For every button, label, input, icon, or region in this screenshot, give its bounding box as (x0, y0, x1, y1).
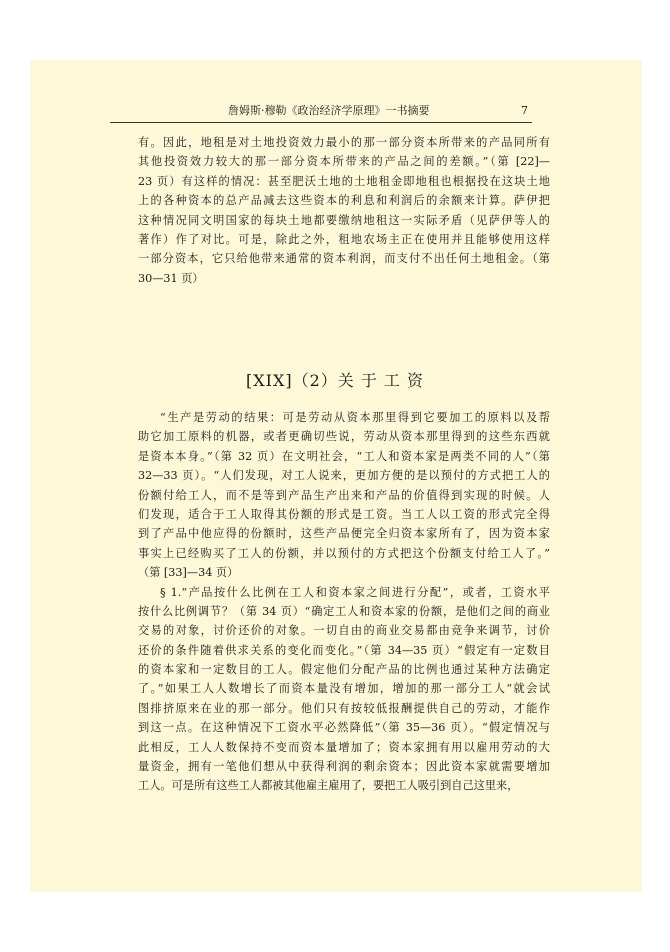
text-line: 到这一点。在这种情况下工资水平必然降低”（第 35—36 页）。“假定情况与 (138, 721, 550, 735)
text-line: 是资本本身。”（第 32 页）在文明社会，“工人和资本家是两类不同的人”（第 (138, 449, 550, 463)
text-line: 其他投资效力较大的那一部分资本所带来的产品之间的差额。”（第 [22]— (138, 155, 550, 169)
paragraph-wages (138, 408, 550, 796)
text-line: 量资金，拥有一笔他们想从中获得利润的剩余资本；因此资本家就需要增加 (138, 760, 550, 774)
text-line: 事实上已经购买了工人的份额，并以预付的方式把这个份额支付给工人了。” (138, 546, 550, 560)
text-line: 32—33 页）。“人们发现，对工人说来，更加方便的是以预付的方式把工人的 (138, 469, 550, 483)
text-line: （第 [33]—34 页） (138, 566, 239, 580)
text-line: § 1.“产品按什么比例在工人和资本家之间进行分配”，或者，工资水平 (160, 585, 550, 599)
text-line: 有。因此，地租是对土地投资效力最小的那一部分资本所带来的产品同所有 (138, 136, 550, 149)
running-title: 詹姆斯·穆勒《政治经济学原理》一书摘要 (228, 104, 430, 117)
text-line: 们发现，适合于工人取得其份额的形式是工资。当工人以工资的形式完全得 (138, 507, 550, 521)
page-number: 7 (521, 104, 528, 117)
text-line: 份额付给工人，而不是等到产品生产出来和产品的价值得到实现的时候。人 (138, 488, 550, 502)
section-heading: [XIX]（2）关 于 工 资 (245, 371, 425, 390)
text-line: “生产是劳动的结果：可是劳动从资本那里得到它要加工的原料以及帮 (160, 411, 550, 424)
text-line: 交易的对象，讨价还价的对象。一切自由的商业交易都由竞争来调节，讨价 (138, 624, 550, 638)
text-line: 著作）作了对比。可是，除此之外，租地农场主正在使用并且能够使用这样 (138, 232, 550, 246)
text-line: 到了产品中他应得的份额时，这些产品便完全归资本家所有了，因为资本家 (138, 527, 550, 541)
paragraph-rent (138, 133, 550, 288)
text-line: 此相反，工人人数保持不变而资本量增加了；资本家拥有用以雇用劳动的大 (138, 740, 550, 754)
text-line: 按什么比例调节？（第 34 页）“确定工人和资本家的份额，是他们之间的商业 (138, 604, 550, 618)
text-line: 23 页）有这样的情况：甚至肥沃土地的土地租金即地租也根据投在这块土地 (138, 174, 550, 188)
text-line: 工人。可是所有这些工人都被其他雇主雇用了，要把工人吸引到自己这里来， (138, 779, 519, 793)
text-line: 这种情况同文明国家的每块土地都要缴纳地租这一实际矛盾（见萨伊等人的 (138, 213, 550, 227)
text-line: 上的各种资本的总产品减去这些资本的利息和利润后的余额来计算。萨伊把 (138, 194, 550, 208)
text-line: 还价的条件随着供求关系的变化而变化。”（第 34—35 页）“假定有一定数目 (138, 643, 550, 657)
text-line: 一部分资本，它只给他带来通常的资本利润，而支付不出任何土地租金。（第 (138, 252, 550, 266)
text-line: 30—31 页） (138, 271, 204, 285)
text-line: 了。”如果工人人数增长了而资本量没有增加，增加的那一部分工人“就会试 (138, 682, 550, 696)
text-line: 的资本家和一定数目的工人。假定他们分配产品的比例也通过某种方法确定 (138, 663, 550, 677)
running-header (110, 104, 532, 123)
text-line: 助它加工原料的机器，或者更确切些说，劳动从资本那里得到的这些东西就 (138, 430, 550, 444)
text-line: 图排挤原来在业的那一部分。他们只有按较低报酬提供自己的劳动，才能作 (138, 701, 550, 715)
